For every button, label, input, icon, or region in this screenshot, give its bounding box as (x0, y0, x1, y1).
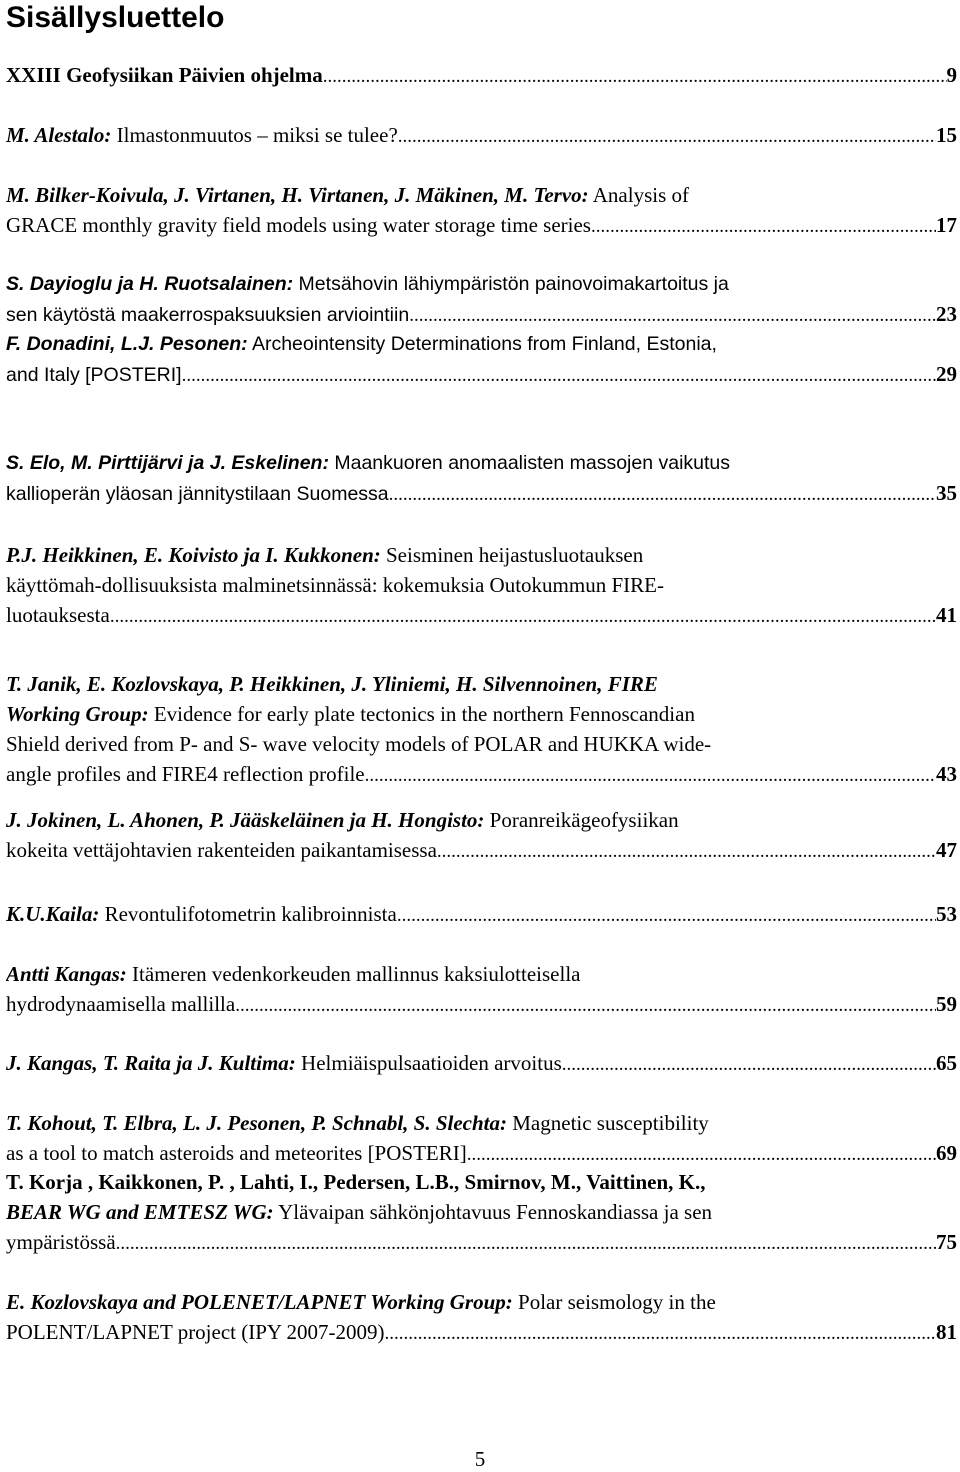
toc-entry-page: 81 (936, 1320, 957, 1344)
toc-entry-page: 47 (936, 838, 957, 862)
toc-entry (6, 180, 957, 240)
toc-entry-authors: Working Group: (6, 702, 149, 726)
dot-leader (398, 122, 936, 150)
toc-entry-title: kallioperän yläosan jännitystilaan Suomessa (6, 483, 389, 505)
toc-entry (6, 120, 957, 150)
toc-entry-authors: S. Elo, M. Pirttijärvi ja J. Eskelinen: (6, 452, 329, 474)
toc-entry-line (6, 180, 957, 210)
toc-entry-title: as a tool to match asteroids and meteorites [POSTERI] (6, 1141, 467, 1165)
toc-entry-line (6, 329, 957, 359)
toc-entry-line (6, 835, 957, 865)
toc-entry-title: Ylävaipan sähkönjohtavuus Fennoskandiassa ja sen (273, 1200, 713, 1224)
toc-entry-line (6, 669, 957, 699)
toc-entry-title: Poranreikägeofysiikan (484, 808, 679, 832)
toc-entry-page: 65 (936, 1051, 957, 1075)
toc-entry-title: GRACE monthly gravity field models using water storage time series (6, 213, 591, 237)
toc-entry-page: 17 (936, 213, 957, 237)
toc-entry-authors: BEAR WG and EMTESZ WG: (6, 1200, 274, 1224)
toc-entry-line (6, 899, 957, 929)
toc-entry-line (6, 729, 957, 759)
toc-entry (6, 540, 957, 630)
toc-entry-authors: M. Alestalo: (6, 123, 112, 147)
toc-entry-line (6, 1317, 957, 1347)
dot-leader (437, 837, 936, 865)
dot-leader (182, 361, 936, 389)
toc-entry-title: Revontulifotometrin kalibroinnista (99, 902, 397, 926)
toc-entry-line (6, 60, 957, 90)
toc-entry-line (6, 959, 957, 989)
dot-leader (116, 1229, 936, 1257)
toc-entry-title: Seisminen heijastusluotauksen (380, 543, 644, 567)
toc-entry (6, 1048, 957, 1078)
toc-entry-title: hydrodynaamisella mallilla (6, 992, 236, 1016)
dot-leader (385, 1319, 936, 1347)
toc-entry (6, 60, 957, 90)
toc-entry-page: 41 (936, 603, 957, 627)
toc-entry-title: Magnetic susceptibility (507, 1111, 709, 1135)
toc-entry-title: luotauksesta (6, 603, 110, 627)
toc-entry-line (6, 1167, 957, 1197)
toc-entry-line (6, 1138, 957, 1168)
toc-entry-authors: F. Donadini, L.J. Pesonen: (6, 333, 248, 355)
toc-entry-authors: XXIII Geofysiikan Päivien ohjelma (6, 63, 323, 87)
toc-entry-title: angle profiles and FIRE4 reflection profile (6, 762, 365, 786)
toc-entry-page: 59 (936, 992, 957, 1016)
toc-entry-line (6, 299, 957, 329)
toc-entry-page: 29 (936, 362, 957, 386)
toc-entry-line (6, 600, 957, 630)
toc-entry (6, 959, 957, 1019)
toc-entry-page: 53 (936, 902, 957, 926)
toc-entry-line (6, 478, 957, 508)
toc-entry (6, 329, 957, 389)
toc-entry-line (6, 805, 957, 835)
toc-entry (6, 899, 957, 929)
dot-leader (562, 1050, 936, 1078)
toc-entry-authors: J. Jokinen, L. Ahonen, P. Jääskeläinen ja H. Hongisto: (6, 808, 485, 832)
toc-entry-line (6, 759, 957, 789)
toc-entry-authors: S. Dayioglu ja H. Ruotsalainen: (6, 273, 294, 295)
toc-entry-authors: E. Kozlovskaya and POLENET/LAPNET Working Group: (6, 1290, 513, 1314)
toc-entry-authors: M. Bilker-Koivula, J. Virtanen, H. Virtanen, J. Mäkinen, M. Tervo: (6, 183, 589, 207)
toc-entry (6, 669, 957, 789)
toc-entry-title: Archeointensity Determinations from Finland, Estonia, (247, 333, 717, 355)
toc-entry-line (6, 570, 957, 600)
dot-leader (389, 480, 936, 508)
toc-entry-title: Evidence for early plate tectonics in the northern Fennoscandian (148, 702, 695, 726)
toc-entry-page: 23 (936, 302, 957, 326)
toc-entry-authors: P.J. Heikkinen, E. Koivisto ja I. Kukkonen: (6, 543, 381, 567)
toc-entry-title: Metsähovin lähiympäristön painovoimakartoitus ja (293, 273, 729, 295)
toc-entry-title: Ilmastonmuutos – miksi se tulee? (111, 123, 398, 147)
toc-entry-title: Maankuoren anomaalisten massojen vaikutus (328, 452, 731, 474)
toc-entry-line (6, 269, 957, 299)
toc-entry-authors: Antti Kangas: (6, 962, 127, 986)
toc-entry (6, 1108, 957, 1168)
toc-entry-title: Polar seismology in the (512, 1290, 716, 1314)
dot-leader (397, 901, 936, 929)
toc-entry-authors: T. Kohout, T. Elbra, L. J. Pesonen, P. Schnabl, S. Slechta: (6, 1111, 507, 1135)
toc-entry-title: sen käytöstä maakerrospaksuuksien arviointiin (6, 304, 410, 326)
toc-entry-title: Helmiäispulsaatioiden arvoitus (295, 1051, 562, 1075)
toc-entry-authors: T. Korja , Kaikkonen, P. , Lahti, I., Pedersen, L.B., Smirnov, M., Vaittinen, K., (6, 1170, 706, 1194)
toc-entry-line (6, 448, 957, 478)
dot-leader (365, 761, 936, 789)
dot-leader (110, 602, 936, 630)
dot-leader (409, 301, 936, 329)
toc-entry-title: and Italy [POSTERI] (6, 364, 182, 386)
toc-entry-page: 9 (946, 63, 957, 87)
dot-leader (323, 62, 947, 90)
toc-entry-title: Analysis of (588, 183, 689, 207)
toc-entry-title: ympäristössä (6, 1230, 116, 1254)
toc-entry-page: 69 (936, 1141, 957, 1165)
toc-entry-authors: K.U.Kaila: (6, 902, 100, 926)
toc-entry (6, 448, 957, 508)
toc-entry-page: 43 (936, 762, 957, 786)
toc-entry (6, 1167, 957, 1257)
toc-entry (6, 269, 957, 329)
toc-entry-line (6, 989, 957, 1019)
toc-entry-line (6, 120, 957, 150)
dot-leader (467, 1140, 936, 1168)
toc-entry-line (6, 1108, 957, 1138)
toc-entry-title: Itämeren vedenkorkeuden mallinnus kaksiulotteisella (126, 962, 581, 986)
toc-entry-title: kokeita vettäjohtavien rakenteiden paikantamisessa (6, 838, 437, 862)
toc-entry-page: 75 (936, 1230, 957, 1254)
toc-entry-line (6, 699, 957, 729)
toc-entry-line (6, 1048, 957, 1078)
toc-entry-line (6, 1227, 957, 1257)
toc-entry-page: 15 (936, 123, 957, 147)
toc-entry-line (6, 1197, 957, 1227)
toc-entry-line (6, 359, 957, 389)
page-title: Sisällysluettelo (6, 1, 225, 34)
toc-entry-title: POLENT/LAPNET project (IPY 2007-2009) (6, 1320, 385, 1344)
toc-entry-authors: T. Janik, E. Kozlovskaya, P. Heikkinen, J. Yliniemi, H. Silvennoinen, FIRE (6, 672, 658, 696)
toc-entry (6, 1287, 957, 1347)
toc-entry-page: 35 (936, 481, 957, 505)
toc-entry-line (6, 1287, 957, 1317)
dot-leader (591, 212, 936, 240)
toc-entry-authors: J. Kangas, T. Raita ja J. Kultima: (6, 1051, 296, 1075)
dot-leader (235, 991, 936, 1019)
toc-entry-line (6, 540, 957, 570)
toc-entry (6, 805, 957, 865)
page-number: 5 (474, 1447, 486, 1471)
toc-entry-title: Shield derived from P- and S- wave velocity models of POLAR and HUKKA wide- (6, 732, 712, 756)
toc-entry-title: käyttömah-dollisuuksista malminetsinnässä: kokemuksia Outokummun FIRE- (6, 573, 664, 597)
toc-entry-line (6, 210, 957, 240)
